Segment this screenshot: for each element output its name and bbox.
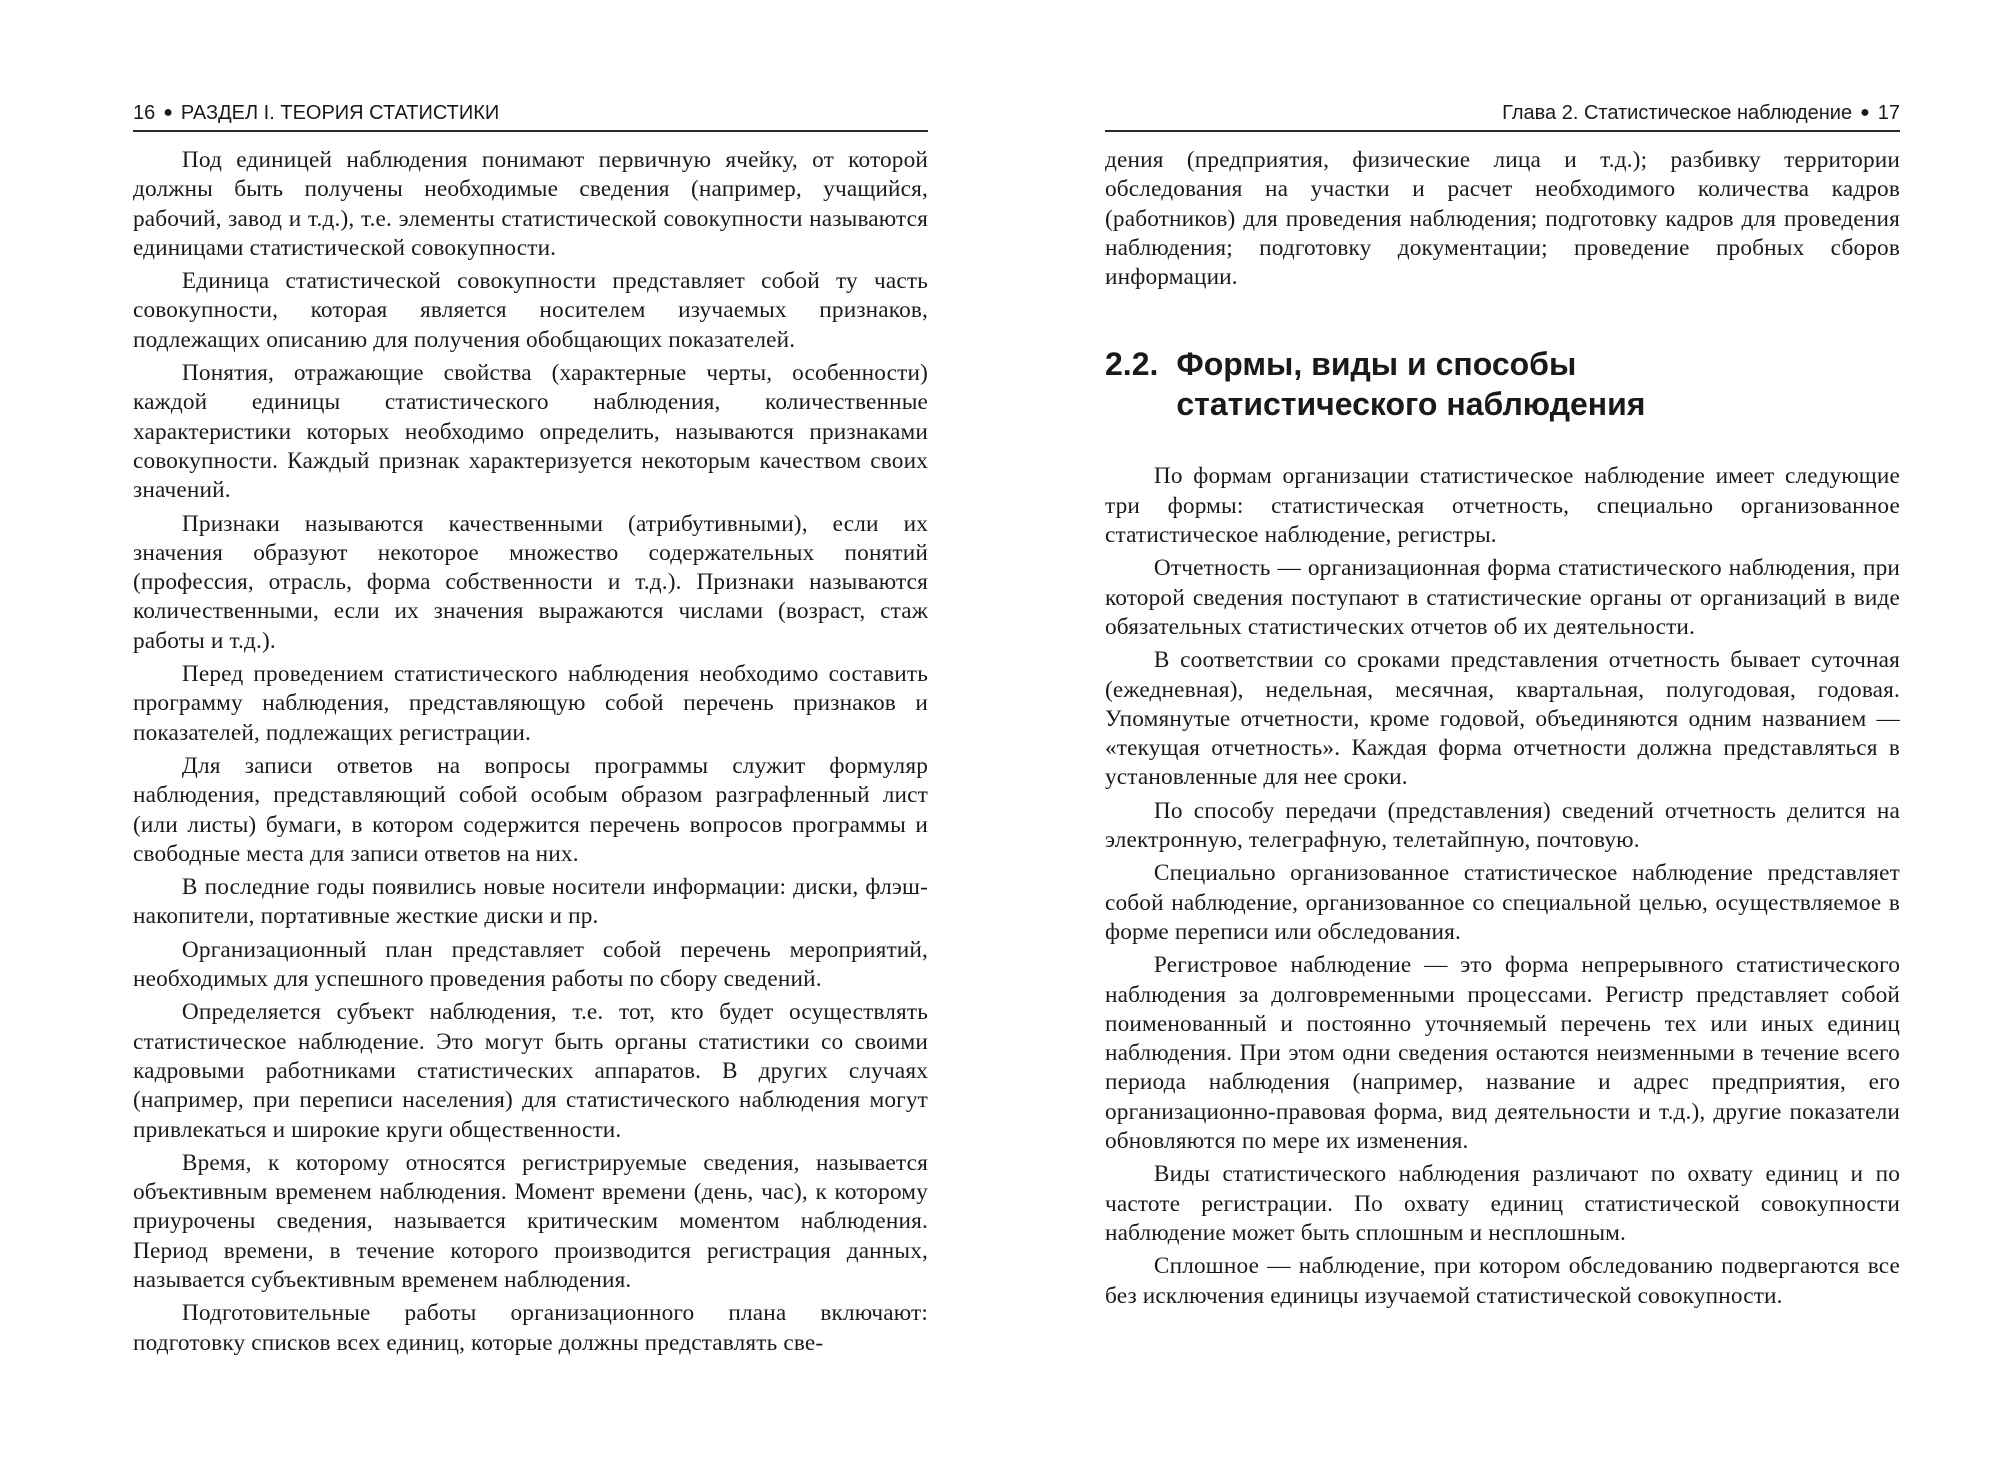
paragraph: Время, к которому относятся регистрируемые сведения, называется объективным временем наблюдения. Момент времени (день, час), к которому приурочены сведения, называется критическим моментом наблюдения. Период времени, в течение которого производится регистрация данных, называется субъективным временем наблюдения. bbox=[133, 1149, 928, 1293]
right-page-number: 17 bbox=[1877, 102, 1900, 124]
paragraph: Под единицей наблюдения понимают первичную ячейку, от которой должны быть получены необходимые сведения (например, учащийся, рабочий, завод и т.д.), т.е. элементы статистической совокупности называются единицами статистической совокупности. bbox=[133, 147, 928, 261]
bullet-icon: ● bbox=[1860, 104, 1870, 121]
paragraph: Специально организованное статистическое наблюдение представляет собой наблюдение, организованное со специальной целью, осуществляемое в форме переписи или обследования. bbox=[1105, 860, 1900, 945]
paragraph: Регистровое наблюдение — это форма непрерывного статистического наблюдения за долговременными процессами. Регистр представляет собой поименованный и постоянно уточняемый перечень тех или иных единиц наблюдения. При этом одни сведения остаются неизменными в течение всего периода наблюдения (например, название и адрес предприятия, его организационно-правовая форма, вид деятельности и т.д.), другие показатели обновляются по мере их изменения. bbox=[1105, 952, 1900, 1155]
paragraph: Виды статистического наблюдения различают по охвату единиц и по частоте регистрации. По охвату единиц статистической совокупности наблюдение может быть сплошным и несплошным. bbox=[1105, 1161, 1900, 1246]
section-title bbox=[1176, 344, 1645, 424]
left-page-number: 16 bbox=[133, 102, 156, 124]
paragraph: В последние годы появились новые носители информации: диски, флэш-накопители, портативные жесткие диски и пр. bbox=[133, 874, 928, 930]
left-running-head-title: РАЗДЕЛ I. ТЕОРИЯ СТАТИСТИКИ bbox=[180, 102, 500, 124]
right-body-text bbox=[1105, 462, 1900, 1310]
paragraph: Подготовительные работы организационного плана включают: подготовку списков всех единиц, которые должны представлять све- bbox=[133, 1300, 928, 1356]
paragraph: Единица статистической совокупности представляет собой ту часть совокупности, которая является носителем изучаемых признаков, подлежащих описанию для получения обобщающих показателей. bbox=[133, 268, 928, 353]
paragraph: По формам организации статистическое наблюдение имеет следующие три формы: статистическая отчетность, специально организованное статистическое наблюдение, регистры. bbox=[1105, 463, 1900, 549]
section-title-line-2: статистического наблюдения bbox=[1176, 386, 1646, 423]
paragraph: Признаки называются качественными (атрибутивными), если их значения образуют некоторое множество содержательных понятий (профессия, отрасль, форма собственности и т.д.). Признаки называются количественными, если их значения выражаются числами (возраст, стаж работы и т.д.). bbox=[133, 510, 928, 654]
right-running-head bbox=[1105, 96, 1900, 132]
paragraph: Перед проведением статистического наблюдения необходимо составить программу наблюдения, представляющую собой перечень признаков и показателей, подлежащих регистрации. bbox=[133, 661, 928, 746]
left-body-text bbox=[133, 146, 928, 1358]
section-number: 2.2. bbox=[1105, 346, 1159, 383]
left-page bbox=[133, 96, 928, 1358]
right-page bbox=[1105, 96, 1900, 1311]
right-body-continuation bbox=[1105, 146, 1900, 292]
left-running-head bbox=[133, 96, 928, 132]
section-title-line-1: Формы, виды и способы bbox=[1176, 346, 1577, 383]
bullet-icon: ● bbox=[163, 104, 173, 121]
right-running-head-title: Глава 2. Статистическое наблюдение bbox=[1502, 102, 1853, 124]
paragraph: Организационный план представляет собой перечень мероприятий, необходимых для успешного проведения работы по сбору сведений. bbox=[133, 936, 928, 993]
paragraph: Для записи ответов на вопросы программы служит формуляр наблюдения, представляющий собой особым образом разграфленный лист (или листы) бумаги, в котором содержится перечень вопросов программы и свободные места для записи ответов на них. bbox=[133, 752, 928, 867]
paragraph: Сплошное — наблюдение, при котором обследованию подвергаются все без исключения единицы изучаемой статистической совокупности. bbox=[1105, 1253, 1900, 1309]
paragraph: Определяется субъект наблюдения, т.е. тот, кто будет осуществлять статистическое наблюдение. Это могут быть органы статистики со своими кадровыми работниками статистических аппаратов. В других случаях (например, при переписи населения) для статистического наблюдения могут привлекаться и широкие круги общественности. bbox=[133, 999, 928, 1143]
paragraph: По способу передачи (представления) сведений отчетность делится на электронную, телеграфную, телетайпную, почтовую. bbox=[1105, 797, 1900, 854]
section-heading bbox=[1105, 344, 1900, 424]
paragraph: В соответствии со сроками представления отчетность бывает суточная (ежедневная), недельная, месячная, квартальная, полугодовая, годовая. Упомянутые отчетности, кроме годовой, объединяются одним названием — «текущая отчетность». Каждая форма отчетности должна представляться в установленные для нее сроки. bbox=[1105, 647, 1900, 791]
paragraph: Понятия, отражающие свойства (характерные черты, особенности) каждой единицы статистического наблюдения, количественные характеристики которых необходимо определить, называются признаками совокупности. Каждый признак характеризуется некоторым качеством своих значений. bbox=[133, 360, 928, 504]
paragraph: Отчетность — организационная форма статистического наблюдения, при которой сведения поступают в статистические органы от организаций в виде обязательных статистических отчетов об их деятельности. bbox=[1105, 555, 1900, 640]
continuation-paragraph: дения (предприятия, физические лица и т.д.); разбивку территории обследования на участки и расчет необходимого количества кадров (работников) для проведения наблюдения; подготовку кадров для проведения наблюдения; подготовку документации; проведение пробных сборов информации. bbox=[1105, 147, 1900, 291]
